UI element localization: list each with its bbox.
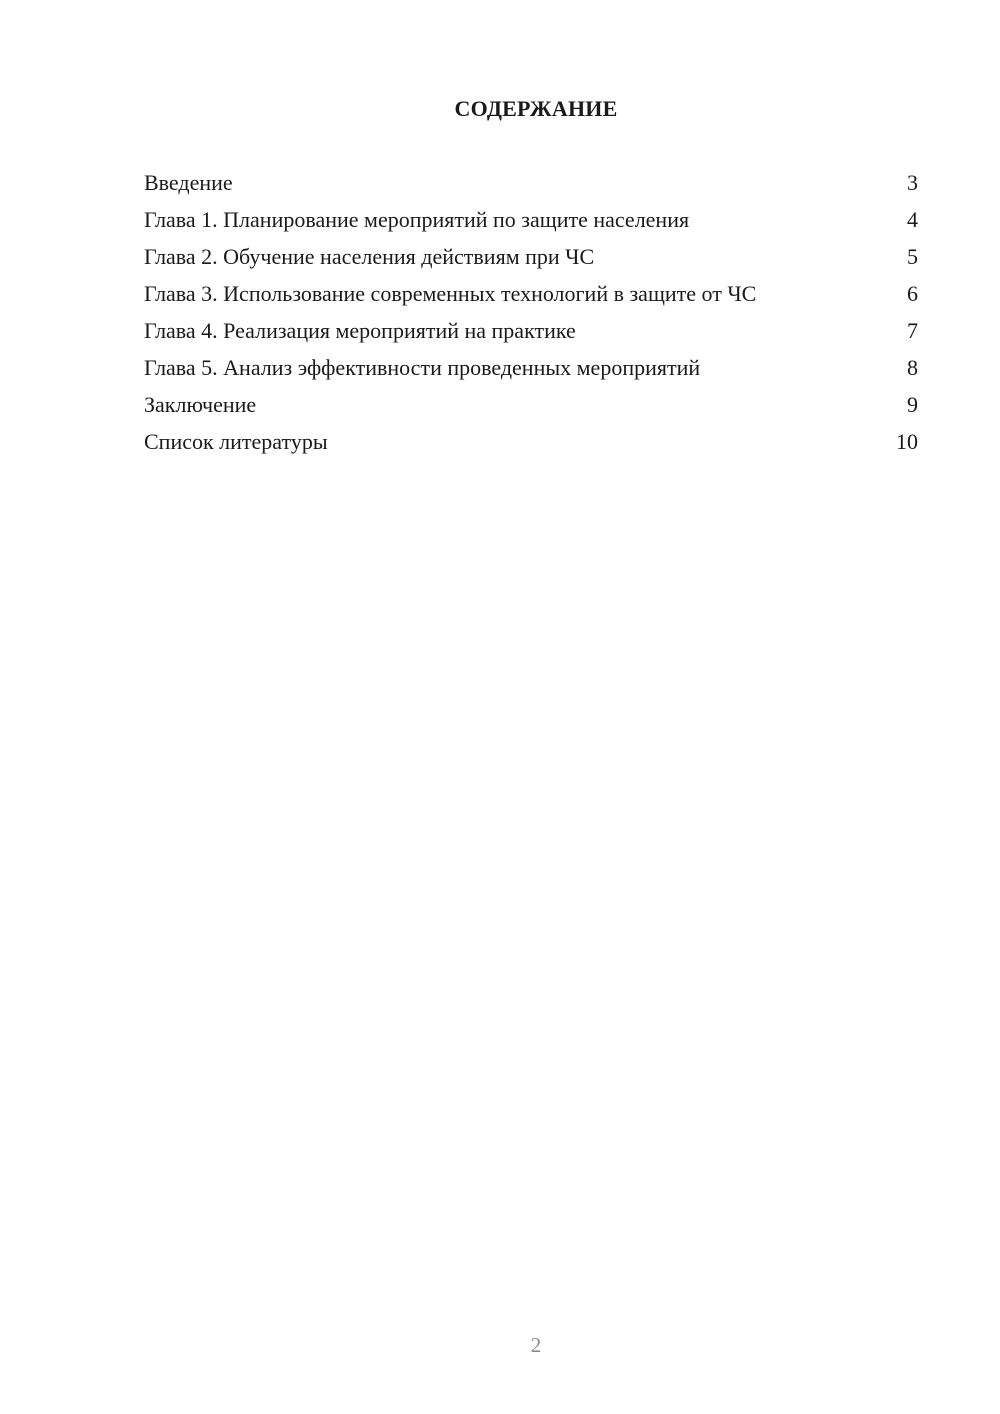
- toc-item-conclusion: [144, 392, 918, 418]
- toc-item-label: Глава 5. Анализ эффективности проведенных мероприятий: [144, 355, 701, 380]
- page-number: 2: [530, 1333, 542, 1357]
- toc-item-page: 5: [907, 244, 918, 269]
- toc-item-label: Список литературы: [144, 429, 328, 454]
- table-of-contents: [144, 170, 918, 466]
- toc-item-chapter-3: [144, 281, 918, 307]
- toc-item-label: Глава 1. Планирование мероприятий по защите населения: [144, 207, 690, 232]
- toc-item-label: Глава 3. Использование современных технологий в защите от ЧС: [144, 281, 757, 306]
- toc-item-label: Заключение: [144, 392, 257, 417]
- toc-item-page: 10: [896, 429, 918, 454]
- toc-item-page: 9: [907, 392, 918, 417]
- toc-item-page: 6: [907, 281, 918, 306]
- toc-item-page: 7: [907, 318, 918, 343]
- page-title: СОДЕРЖАНИЕ: [454, 96, 618, 121]
- toc-item-page: 3: [907, 170, 918, 195]
- toc-item-chapter-5: [144, 355, 918, 381]
- toc-item-label: Глава 4. Реализация мероприятий на практике: [144, 318, 576, 343]
- toc-item-page: 8: [907, 355, 918, 380]
- toc-item-references: [144, 429, 918, 455]
- toc-item-page: 4: [907, 207, 918, 232]
- toc-item-chapter-4: [144, 318, 918, 344]
- toc-item-label: Глава 2. Обучение населения действиям при ЧС: [144, 244, 595, 269]
- toc-item-introduction: [144, 170, 918, 196]
- toc-item-chapter-1: [144, 207, 918, 233]
- toc-item-label: Введение: [144, 170, 233, 195]
- toc-item-chapter-2: [144, 244, 918, 270]
